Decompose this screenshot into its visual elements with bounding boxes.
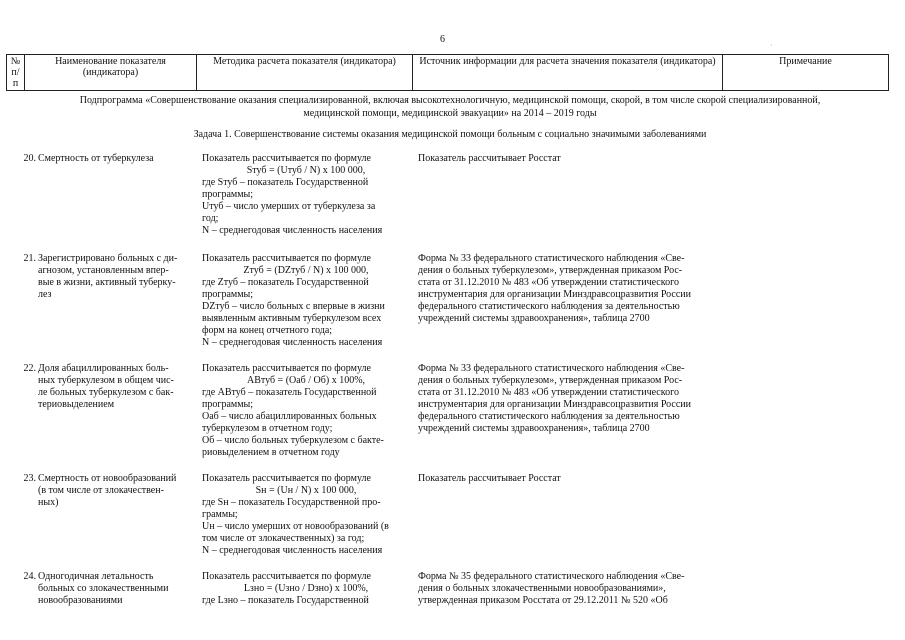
calculation-method xyxy=(202,153,410,237)
calculation-method-line: год; xyxy=(202,213,219,224)
calculation-method-line: где Sн – показатель Государственной про- xyxy=(202,497,381,508)
indicator-name-line: новообразованиями xyxy=(38,595,123,606)
calculation-method-line: где Sтуб – показатель Государственной xyxy=(202,177,369,188)
calculation-method-line: Uн – число умерших от новообразований (в xyxy=(202,521,389,532)
calculation-method-line: DZтуб – число больных с впервые в жизни xyxy=(202,301,385,312)
calculation-method-line: программы; xyxy=(202,399,254,410)
indicator-name-line: больных со злокачественными xyxy=(38,583,169,594)
indicator-name-line: Зарегистрировано больных с ди- xyxy=(38,253,178,264)
calculation-method-line: Показатель рассчитывается по формуле xyxy=(202,363,371,374)
indicator-table-header xyxy=(6,54,889,91)
information-source xyxy=(418,473,720,485)
header-num: № п/п xyxy=(7,55,25,91)
row-number: 22. xyxy=(23,363,36,374)
indicator-name-line: агнозом, установленным впер- xyxy=(38,265,169,276)
information-source-line: утвержденная приказом Росстата от 29.12.2011 № 520 «Об xyxy=(418,595,668,606)
row-number: 23. xyxy=(23,473,36,484)
indicator-name-line: ле больных туберкулезом с бак- xyxy=(38,387,174,398)
information-source-line: инструментария для организации Минздравсоцразвития России xyxy=(418,289,692,300)
indicator-name-line: Смертность от туберкулеза xyxy=(38,153,154,164)
calculation-method-line: граммы; xyxy=(202,509,238,520)
indicator-name-line: териовыделением xyxy=(38,399,115,410)
subprogram-line-1: Подпрограмма «Совершенствование оказания специализированной, включая высокотехнологичную, медицинской помощи, скорой, в том числе скорой специализированной, xyxy=(79,95,821,106)
calculation-method-line: Uтуб – число умерших от туберкулеза за xyxy=(202,201,376,212)
information-source-line: учреждений системы здравоохранения», таблица 2700 xyxy=(418,313,650,324)
calculation-method-line: Показатель рассчитывается по формуле xyxy=(202,473,371,484)
header-note: Примечание xyxy=(723,55,889,91)
indicator-name xyxy=(38,473,194,509)
information-source-line: Показатель рассчитывает Росстат xyxy=(418,153,561,164)
information-source-line: Форма № 33 федерального статистического наблюдения «Све- xyxy=(418,253,685,264)
information-source-line: федерального статистического наблюдения за деятельностью xyxy=(418,301,680,312)
calculation-method-line: Oаб – число абациллированных больных xyxy=(202,411,377,422)
information-source xyxy=(418,363,720,435)
row-number: 24. xyxy=(23,571,36,582)
information-source-line: дения о больных злокачественными новообразованиями», xyxy=(418,583,666,594)
scan-mark: · xyxy=(770,41,773,50)
page-number: 6 xyxy=(440,34,445,45)
calculation-method-line: Показатель рассчитывается по формуле xyxy=(202,571,371,582)
information-source-line: Форма № 35 федерального статистического наблюдения «Све- xyxy=(418,571,685,582)
calculation-method-line: N – среднегодовая численность населения xyxy=(202,545,383,556)
calculation-method-line: N – среднегодовая численность населения xyxy=(202,337,383,348)
calculation-method-line: форм на конец отчетного года; xyxy=(202,325,333,336)
calculation-method-line: где ABтуб – показатель Государственной xyxy=(202,387,377,398)
row-number: 20. xyxy=(23,153,36,164)
information-source-line: Показатель рассчитывает Росстат xyxy=(418,473,561,484)
calculation-method-line: туберкулезом в отчетном году; xyxy=(202,423,333,434)
indicator-name xyxy=(38,253,194,301)
calculation-method-line: Lзно = (Uзно / Dзно) х 100%, xyxy=(243,583,369,594)
indicator-name xyxy=(38,363,194,411)
calculation-method-line: где Lзно – показатель Государственной xyxy=(202,595,369,606)
calculation-method-line: программы; xyxy=(202,289,254,300)
subprogram-title xyxy=(20,94,880,120)
indicator-name-line: лез xyxy=(38,289,52,300)
indicator-name xyxy=(38,153,194,165)
calculation-method-line: Показатель рассчитывается по формуле xyxy=(202,153,371,164)
calculation-method-line: выявленным активным туберкулезом всех xyxy=(202,313,382,324)
information-source-line: дения о больных туберкулезом», утвержденная приказом Рос- xyxy=(418,375,683,386)
calculation-method-line: Sн = (Uн / N) х 100 000, xyxy=(255,485,357,496)
information-source-line: федерального статистического наблюдения за деятельностью xyxy=(418,411,680,422)
indicator-name xyxy=(38,571,194,607)
calculation-method-line: где Zтуб – показатель Государственной xyxy=(202,277,369,288)
calculation-method xyxy=(202,473,410,557)
calculation-method-line: N – среднегодовая численность населения xyxy=(202,225,383,236)
information-source xyxy=(418,153,720,165)
calculation-method-line: риовыделением в отчетном году xyxy=(202,447,340,458)
information-source-line: инструментария для организации Минздравсоцразвития России xyxy=(418,399,692,410)
calculation-method-line: Показатель рассчитывается по формуле xyxy=(202,253,371,264)
information-source-line: стата от 31.12.2010 № 483 «Об утверждении статистического xyxy=(418,277,679,288)
header-method: Методика расчета показателя (индикатора) xyxy=(197,55,413,91)
information-source-line: дения о больных туберкулезом», утвержденная приказом Рос- xyxy=(418,265,683,276)
information-source-line: стата от 31.12.2010 № 483 «Об утверждении статистического xyxy=(418,387,679,398)
header-name: Наименование показателя (индикатора) xyxy=(25,55,197,91)
calculation-method xyxy=(202,363,410,459)
calculation-method-line: ABтуб = (Oаб / Oб) х 100%, xyxy=(246,375,366,386)
indicator-name-line: ных) xyxy=(38,497,59,508)
calculation-method-line: Zтуб = (DZтуб / N) х 100 000, xyxy=(243,265,369,276)
indicator-name-line: Доля абациллированных боль- xyxy=(38,363,169,374)
indicator-name-line: (в том числе от злокачествен- xyxy=(38,485,164,496)
information-source xyxy=(418,571,720,607)
information-source-line: учреждений системы здравоохранения», таблица 2700 xyxy=(418,423,650,434)
task-title: Задача 1. Совершенствование системы оказания медицинской помощи больным с социально значимыми заболеваниями xyxy=(193,129,707,140)
indicator-name-line: ных туберкулезом в общем чис- xyxy=(38,375,174,386)
indicator-name-line: Одногодичная летальность xyxy=(38,571,154,582)
indicator-name-line: Смертность от новообразований xyxy=(38,473,177,484)
information-source-line: Форма № 33 федерального статистического наблюдения «Све- xyxy=(418,363,685,374)
calculation-method-line: Sтуб = (Uтуб / N) х 100 000, xyxy=(246,165,366,176)
calculation-method xyxy=(202,253,410,349)
calculation-method-line: Oб – число больных туберкулезом с бакте- xyxy=(202,435,384,446)
calculation-method xyxy=(202,571,410,607)
header-source: Источник информации для расчета значения показателя (индикатора) xyxy=(413,55,723,91)
indicator-name-line: вые в жизни, активный туберку- xyxy=(38,277,176,288)
calculation-method-line: программы; xyxy=(202,189,254,200)
row-number: 21. xyxy=(23,253,36,264)
calculation-method-line: том числе от злокачественных) за год; xyxy=(202,533,365,544)
subprogram-line-2: медицинской помощи, медицинской эвакуации» на 2014 – 2019 годы xyxy=(303,108,597,119)
information-source xyxy=(418,253,720,325)
